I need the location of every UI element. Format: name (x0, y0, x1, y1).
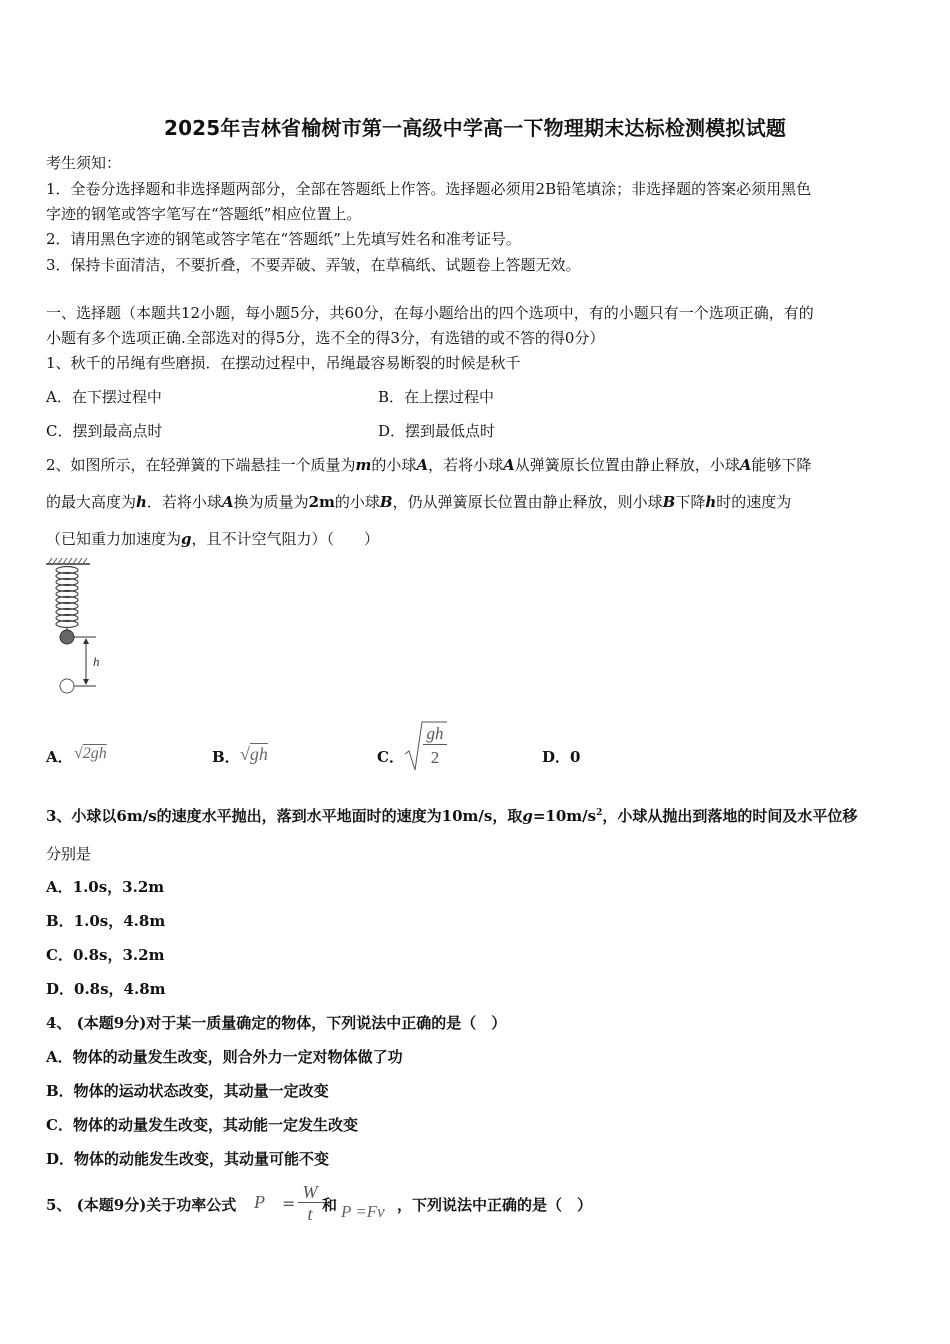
q2-option-c-expr (403, 720, 449, 778)
question-4-stem: 4、 (本题9分)对于某一质量确定的物体，下列说法中正确的是（ ） (46, 1014, 507, 1032)
notice-item: 字迹的钢笔或答字笔写在“答题纸”相应位置上。 (46, 205, 362, 223)
question-3-stem-cont: 分别是 (46, 845, 92, 863)
q4-option-b: B．物体的运动状态改变，其动量一定改变 (46, 1082, 329, 1100)
question-2-stem: 2、如图所示，在轻弹簧的下端悬挂一个质量为m的小球A，若将小球A从弹簧原长位置由静止释放，小球A能够下降 (46, 456, 812, 474)
q3-option-a: A．1.0s，3.2m (46, 878, 165, 896)
question-2-stem-cont: 的最大高度为h．若将小球A换为质量为2m的小球B，仍从弹簧原长位置由静止释放，则小球B下降h时的速度为 (46, 493, 792, 511)
q3-option-b: B．1.0s，4.8m (46, 912, 166, 930)
notice-heading: 考生须知： (46, 154, 122, 172)
q2-option-c-label: C． (377, 748, 404, 766)
q1-option-b: B．在上摆过程中 (378, 388, 495, 406)
section-heading: 一、选择题（本题共12小题，每小题5分，共60分，在每小题给出的四个选项中，有的小题只有一个选项正确，有的 (46, 304, 814, 322)
q2-option-a-label: A． (46, 748, 73, 766)
page-title: 2025年吉林省榆树市第一高级中学高一下物理期末达标检测模拟试题 (163, 116, 787, 140)
question-5-stem: 5、 (本题9分)关于功率公式 (46, 1196, 237, 1214)
q2-option-b-label: B． (212, 748, 240, 766)
question-2-stem-cont: （已知重力加速度为g，且不计空气阻力）（ ） (46, 530, 380, 548)
and-text: 和 (322, 1196, 338, 1214)
q3-option-c: C．0.8s，3.2m (46, 946, 165, 964)
spring-figure (40, 556, 110, 698)
question-1-stem: 1、秋千的吊绳有些磨损．在摆动过程中，吊绳最容易断裂的时候是秋千 (46, 354, 521, 372)
q2-option-a-expr: √2gh (74, 745, 107, 762)
power-formula-2: P =Fv (341, 1202, 385, 1221)
q1-option-c: C．摆到最高点时 (46, 422, 163, 440)
ball-a (60, 630, 74, 644)
q3-option-d: D．0.8s，4.8m (46, 980, 166, 998)
c-numerator: gh (423, 724, 447, 745)
c-denominator: 2 (430, 748, 440, 767)
q4-option-a: A．物体的动量发生改变，则合外力一定对物体做了功 (46, 1048, 403, 1066)
q2-option-b-expr: √gh (240, 744, 268, 764)
notice-item: 1．全卷分选择题和非选择题两部分，全部在答题纸上作答。选择题必须用2B铅笔填涂；非选择题的答案必须用黑色 (46, 180, 812, 198)
q4-option-d: D．物体的动能发生改变，其动量可能不变 (46, 1150, 330, 1168)
ceiling-hatch (48, 558, 87, 564)
q1-option-a: A．在下摆过程中 (46, 388, 162, 406)
notice-item: 2．请用黑色字迹的钢笔或答字笔在“答题纸”上先填写姓名和准考证号。 (46, 230, 521, 248)
spring-coils (56, 567, 78, 632)
q2-option-d: D．0 (542, 748, 581, 766)
q1-option-d: D．摆到最低点时 (378, 422, 496, 440)
question-5-stem-tail: ，下列说法中正确的是（ ） (397, 1196, 593, 1214)
exam-page: 2025年吉林省榆树市第一高级中学高一下物理期末达标检测模拟试题 考生须知： 1．全卷分选择题和非选择题两部分，全部在答题纸上作答。选择题必须用2B铅笔填涂；非选择题的答案必须用黑色 字迹的钢笔或答字笔写在“答题纸”相应位置上。 2．请用黑色字迹的钢笔或答字笔在“答题纸”上先填写姓名和准考证号。 3．保持卡面清洁，不要折叠，不要弄破、弄皱，在草稿纸、试题卷上答题无效。 一、选择题（本题共12小题，每小题5分，共60分，在每小题给出的四个选项中，有的小题只有一个选项正确，有的 小题有多个选项正确.全部选对的得5分，选不全的得3分，有选错的或不答的得0分） 1、秋千的吊绳有些磨损．在摆动过程中，吊绳最容易断裂的时候是秋千 A．在下摆过程中 B．在上摆过程中 C．摆到最高点时 D．摆到最低点时 2、如图所示，在轻弹簧的下端悬挂一个质量为m的小球A，若将小球A从弹簧原长位置由静止释放，小球A能够下降 的最大高度为h．若将小球A换为质量为2m的小球B，仍从弹簧原长位置由静止释放，则小球B下降h时的速度为 （已知重力加速度为g，且不计空气阻力）（ ） h A． √2gh B． √gh C． $\frac{gh}{2}$ D．0 3、小球以6m/s的速度水平抛出，落到水平地面时的速度为10m/s，取$g=10m/s^2$，小球从抛出到落地的时间及水平位移 分别是 A．1.0s，3.2m B．1.0s，4.8m C．0.8s，3.2m D．0.8s，4.8m 4、 (本题9分)对于某一质量确定的物体，下列说法中正确的是（ ） A．物体的动量发生改变，则合外力一定对物体做了功 B．物体的运动状态改变，其动量一定改变 C．物体的动量发生改变，其动能一定发生改变 D．物体的动能发生改变，其动量可能不变 5、 (本题9分)关于功率公式 P = W t 和 P =Fv ，下列说法中正确的是（ ） (0, 0, 950, 1344)
notice-item: 3．保持卡面清洁，不要折叠，不要弄破、弄皱，在草稿纸、试题卷上答题无效。 (46, 256, 581, 274)
section-heading-cont: 小题有多个选项正确.全部选对的得5分，选不全的得3分，有选错的或不答的得0分） (46, 329, 605, 347)
question-3-stem: 3、小球以6m/s的速度水平抛出，落到水平地面时的速度为10m/s，取$g=10m/s^2$，小球从抛出到落地的时间及水平位移 (46, 807, 858, 825)
q4-option-c: C．物体的动量发生改变，其动能一定发生改变 (46, 1116, 358, 1134)
ball-lower (60, 679, 74, 693)
height-label: h (93, 654, 100, 669)
